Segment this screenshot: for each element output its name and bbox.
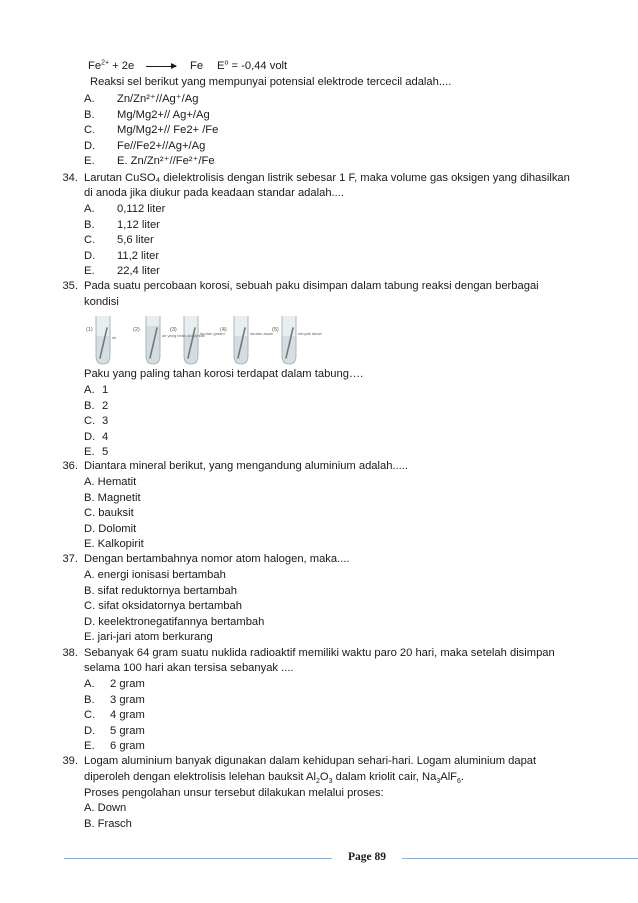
tube-note-4: larutan asam: [250, 331, 274, 336]
page-number: Page 89: [347, 851, 386, 863]
q34-option-letter: D.: [84, 249, 96, 262]
q33-option-text: Zn/Zn²⁺//Ag⁺/Ag: [117, 93, 199, 105]
q38-option-text: 5 gram: [110, 724, 145, 737]
tube-label-5: (5): [272, 327, 279, 333]
q38-option-letter: C.: [84, 709, 96, 721]
q38-stem-line2: selama 100 hari akan tersisa sebanyak ....: [84, 662, 294, 674]
q37-option: B. sifat reduktornya bertambah: [84, 584, 237, 597]
q39-number: 39.: [62, 755, 78, 767]
q35-option-letter: D.: [84, 430, 96, 443]
q35-option-letter: E.: [84, 446, 95, 458]
q34-option-letter: A.: [84, 203, 95, 215]
reaction-reactant: $Fe^{2+} + 2e$: [88, 59, 135, 72]
q35-option-letter: C.: [84, 415, 96, 427]
q38-option-text: 4 gram: [110, 709, 145, 721]
reaction-arrow: [146, 66, 176, 67]
q34-number: 34.: [62, 172, 78, 184]
q35-number: 35.: [62, 280, 78, 292]
q37-stem: Dengan bertambahnya nomor atom halogen, maka....: [84, 553, 350, 565]
q35-stem-line2: kondisi: [84, 296, 119, 308]
q35-option-text: 5: [102, 446, 109, 458]
q34-option-letter: E.: [84, 265, 95, 277]
q34-option-letter: B.: [84, 218, 95, 231]
q34-option-text: 5,6 liter: [117, 234, 154, 246]
q38-number: 38.: [62, 647, 78, 659]
q35-option-text: 3: [102, 415, 109, 427]
q33-option-letter: C.: [84, 124, 96, 136]
q37-option: E. jari-jari atom berkurang: [84, 631, 213, 643]
q34-option-text: 1,12 liter: [117, 218, 160, 231]
q35-option-text: 2: [102, 399, 109, 412]
q38-option-letter: D.: [84, 724, 96, 737]
q33-option-text: E. Zn/Zn²⁺//Fe²⁺/Fe: [117, 155, 215, 167]
tube-note-2: air yang telah dididihkan: [162, 333, 206, 338]
q34-option-text: 22,4 liter: [117, 265, 160, 277]
q36-option: D. Dolomit: [84, 522, 137, 535]
q36-option: C. bauksit: [84, 507, 134, 519]
q38-option-letter: A.: [84, 678, 95, 690]
tube-note-5: minyak tanah: [298, 331, 322, 336]
q37-option: D. keelektronegatifannya bertambah: [84, 615, 265, 628]
footer-rule-right: [402, 858, 638, 859]
tube-label-3: (3): [170, 327, 177, 333]
reaction-potential: $E^o = -0,44$ volt: [217, 59, 288, 72]
test-tubes-figure: [84, 314, 322, 366]
q33-option-letter: D.: [84, 139, 96, 152]
q37-option: C. sifat oksidatornya bertambah: [84, 600, 242, 612]
tube-note-1: air: [112, 335, 117, 340]
q38-option-text: 3 gram: [110, 693, 145, 706]
q36-number: 36.: [62, 460, 78, 472]
q33-option-letter: A.: [84, 93, 95, 105]
footer-rule-left: [64, 858, 332, 859]
q36-stem: Diantara mineral berikut, yang mengandung aluminium adalah.....: [84, 460, 409, 472]
q33-option-text: Fe//Fe2+//Ag+/Ag: [117, 139, 206, 152]
q33-option-text: Mg/Mg2+// Fe2+ /Fe: [117, 124, 219, 136]
q37-number: 37.: [62, 553, 78, 565]
reaction-product: Fe: [190, 60, 204, 72]
q34-option-text: 11,2 liter: [117, 249, 160, 262]
q38-option-letter: E.: [84, 740, 95, 752]
q35-option-letter: B.: [84, 399, 95, 412]
q39-stem-line2: diperoleh dengan elektrolisis lelehan bauksit $Al_2O_3$ dalam kriolit cair, $Na_3AlF_6$.: [84, 771, 465, 786]
q39-option: B. Frasch: [84, 817, 132, 830]
q33-option-letter: B.: [84, 108, 95, 121]
q39-stem-line1: Logam aluminium banyak digunakan dalam kehidupan sehari-hari. Logam aluminium dapat: [84, 755, 537, 767]
q36-option: E. Kalkopirit: [84, 538, 144, 550]
q35-question: Paku yang paling tahan korosi terdapat dalam tabung….: [84, 368, 364, 380]
tube-note-3: larutan garam: [200, 331, 225, 336]
q38-option-letter: B.: [84, 693, 95, 706]
q38-option-text: 6 gram: [110, 740, 145, 752]
tube-label-2: (2): [133, 327, 140, 333]
q33-option-letter: E.: [84, 155, 95, 167]
q39-stem-line3: Proses pengolahan unsur tersebut dilakukan melalui proses:: [84, 787, 384, 799]
q35-option-text: 1: [102, 384, 109, 396]
q34-stem-line2: di anoda jika diukur pada keadaan standar adalah....: [84, 187, 344, 199]
q38-stem-line1: Sebanyak 64 gram suatu nuklida radioaktif memiliki waktu paro 20 hari, maka setelah disimpan: [84, 647, 555, 659]
q35-option-letter: A.: [84, 384, 95, 396]
q39-option: A. Down: [84, 802, 127, 814]
q38-option-text: 2 gram: [110, 678, 145, 690]
q34-stem-line1: Larutan CuSO₄ dielektrolisis dengan listrik sebesar 1 F, maka volume gas oksigen yang dihasilkan: [84, 172, 570, 184]
q36-option: A. Hematit: [84, 476, 137, 488]
q36-option: B. Magnetit: [84, 491, 141, 504]
q34-option-text: 0,112 liter: [117, 203, 166, 215]
q34-option-letter: C.: [84, 234, 96, 246]
tube-label-1: (1): [86, 327, 93, 333]
tube-label-4: (4): [220, 327, 227, 333]
q35-option-text: 4: [102, 430, 109, 443]
q37-option: A. energi ionisasi bertambah: [84, 569, 226, 581]
q33-stem: Reaksi sel berikut yang mempunyai potensial elektrode tercecil adalah....: [90, 76, 452, 88]
q33-option-text: Mg/Mg2+// Ag+/Ag: [117, 108, 210, 121]
q35-stem-line1: Pada suatu percobaan korosi, sebuah paku disimpan dalam tabung reaksi dengan berbagai: [84, 280, 539, 292]
